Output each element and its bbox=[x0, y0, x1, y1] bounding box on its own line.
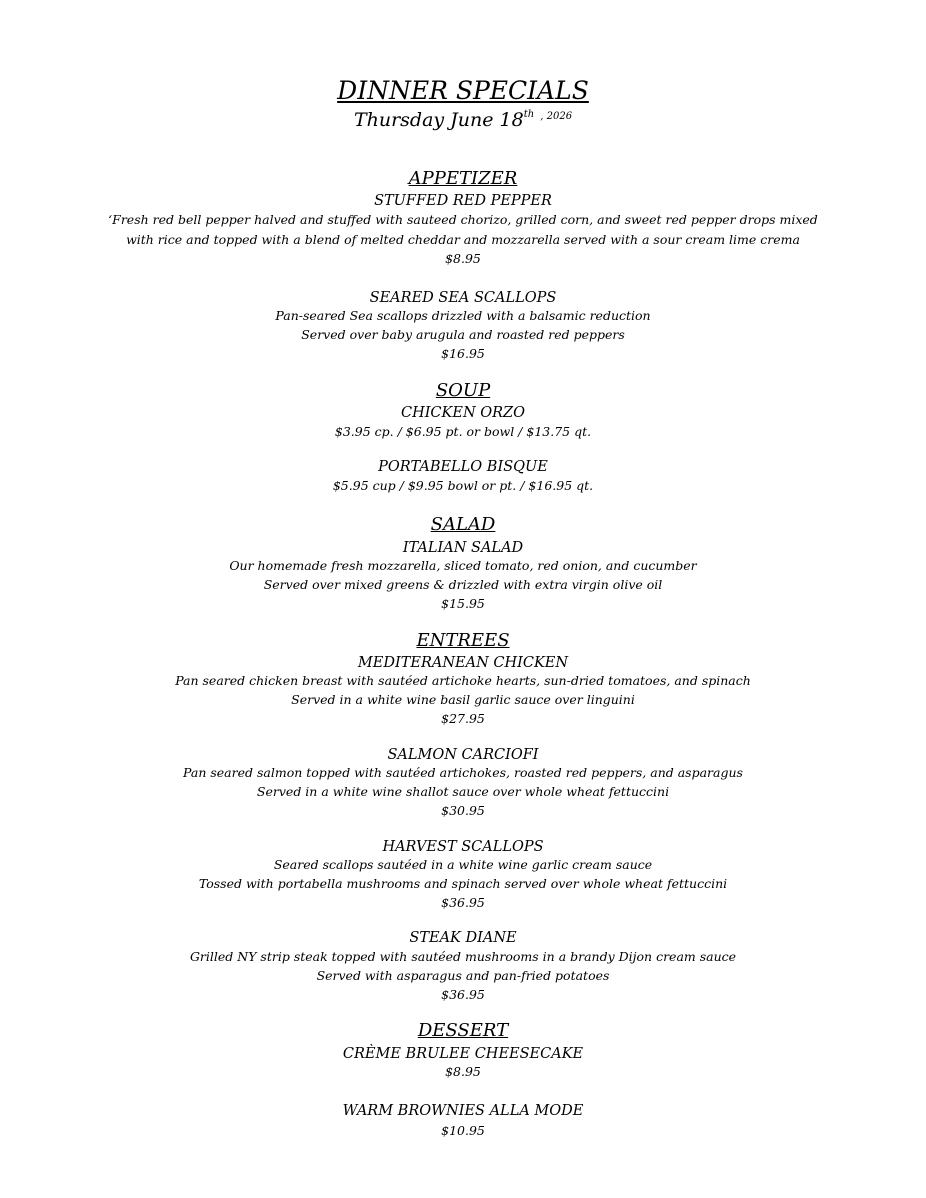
item-price: $36.95 bbox=[441, 987, 485, 1002]
item-price: $8.95 bbox=[445, 1064, 481, 1079]
item-description: Pan seared salmon topped with sautéed artichokes, roasted red peppers, and asparagus bbox=[183, 765, 743, 780]
item-name: WARM BROWNIES ALLA MODE bbox=[342, 1103, 584, 1119]
item-name: STEAK DIANE bbox=[409, 930, 517, 946]
item-description: with rice and topped with a blend of melted cheddar and mozzarella served with a sour cream lime crema bbox=[126, 232, 800, 247]
section-heading-soup: SOUP bbox=[435, 380, 491, 401]
item-name: SEARED SEA SCALLOPS bbox=[369, 290, 557, 306]
item-price: $36.95 bbox=[441, 895, 485, 910]
item-description: Pan-seared Sea scallops drizzled with a balsamic reduction bbox=[275, 308, 651, 323]
item-name: SALMON CARCIOFI bbox=[387, 747, 539, 763]
item-name: HARVEST SCALLOPS bbox=[382, 839, 544, 855]
item-name: CRÈME BRULEE CHEESECAKE bbox=[342, 1046, 584, 1062]
item-price: $30.95 bbox=[441, 803, 485, 818]
item-price: $16.95 bbox=[441, 346, 485, 361]
item-price: $10.95 bbox=[441, 1123, 485, 1138]
menu-title: DINNER SPECIALS bbox=[337, 76, 589, 105]
date-main: Thursday June 18 bbox=[353, 109, 524, 131]
item-description: Served with asparagus and pan-fried potatoes bbox=[316, 968, 610, 983]
section-heading-entrees: ENTREES bbox=[416, 630, 510, 651]
section-heading-appetizer: APPETIZER bbox=[408, 168, 518, 189]
item-price: $3.95 cp. / $6.95 pt. or bowl / $13.75 qt. bbox=[334, 424, 592, 439]
item-price: $15.95 bbox=[441, 596, 485, 611]
item-name: MEDITERANEAN CHICKEN bbox=[357, 655, 569, 671]
date-ordinal-suffix: th bbox=[523, 109, 535, 120]
item-description: Served over baby arugula and roasted red peppers bbox=[301, 327, 625, 342]
section-heading-salad: SALAD bbox=[430, 514, 496, 535]
item-name: STUFFED RED PEPPER bbox=[374, 193, 552, 209]
menu-date bbox=[0, 110, 926, 130]
item-price: $8.95 bbox=[445, 251, 481, 266]
item-description: Served in a white wine basil garlic sauce over linguini bbox=[291, 692, 635, 707]
item-name: CHICKEN ORZO bbox=[400, 405, 526, 421]
item-description: Tossed with portabella mushrooms and spinach served over whole wheat fettuccini bbox=[198, 876, 728, 891]
item-description: Served over mixed greens & drizzled with extra virgin olive oil bbox=[263, 577, 663, 592]
item-description: Our homemade fresh mozzarella, sliced tomato, red onion, and cucumber bbox=[229, 558, 697, 573]
item-description: Pan seared chicken breast with sautéed artichoke hearts, sun-dried tomatoes, and spinach bbox=[175, 673, 751, 688]
item-price: $27.95 bbox=[441, 711, 485, 726]
item-name: ITALIAN SALAD bbox=[402, 540, 524, 556]
item-description: Seared scallops sautéed in a white wine garlic cream sauce bbox=[273, 857, 653, 872]
section-heading-dessert: DESSERT bbox=[417, 1020, 509, 1041]
date-year: , 2026 bbox=[540, 111, 573, 122]
item-price: $5.95 cup / $9.95 bowl or pt. / $16.95 qt. bbox=[332, 478, 594, 493]
item-description: Grilled NY strip steak topped with sautéed mushrooms in a brandy Dijon cream sauce bbox=[189, 949, 737, 964]
item-name: PORTABELLO BISQUE bbox=[378, 459, 548, 475]
item-description: ‘Fresh red bell pepper halved and stuffed with sauteed chorizo, grilled corn, and sweet red pepper drops mixed bbox=[108, 212, 818, 227]
item-description: Served in a white wine shallot sauce over whole wheat fettuccini bbox=[256, 784, 670, 799]
